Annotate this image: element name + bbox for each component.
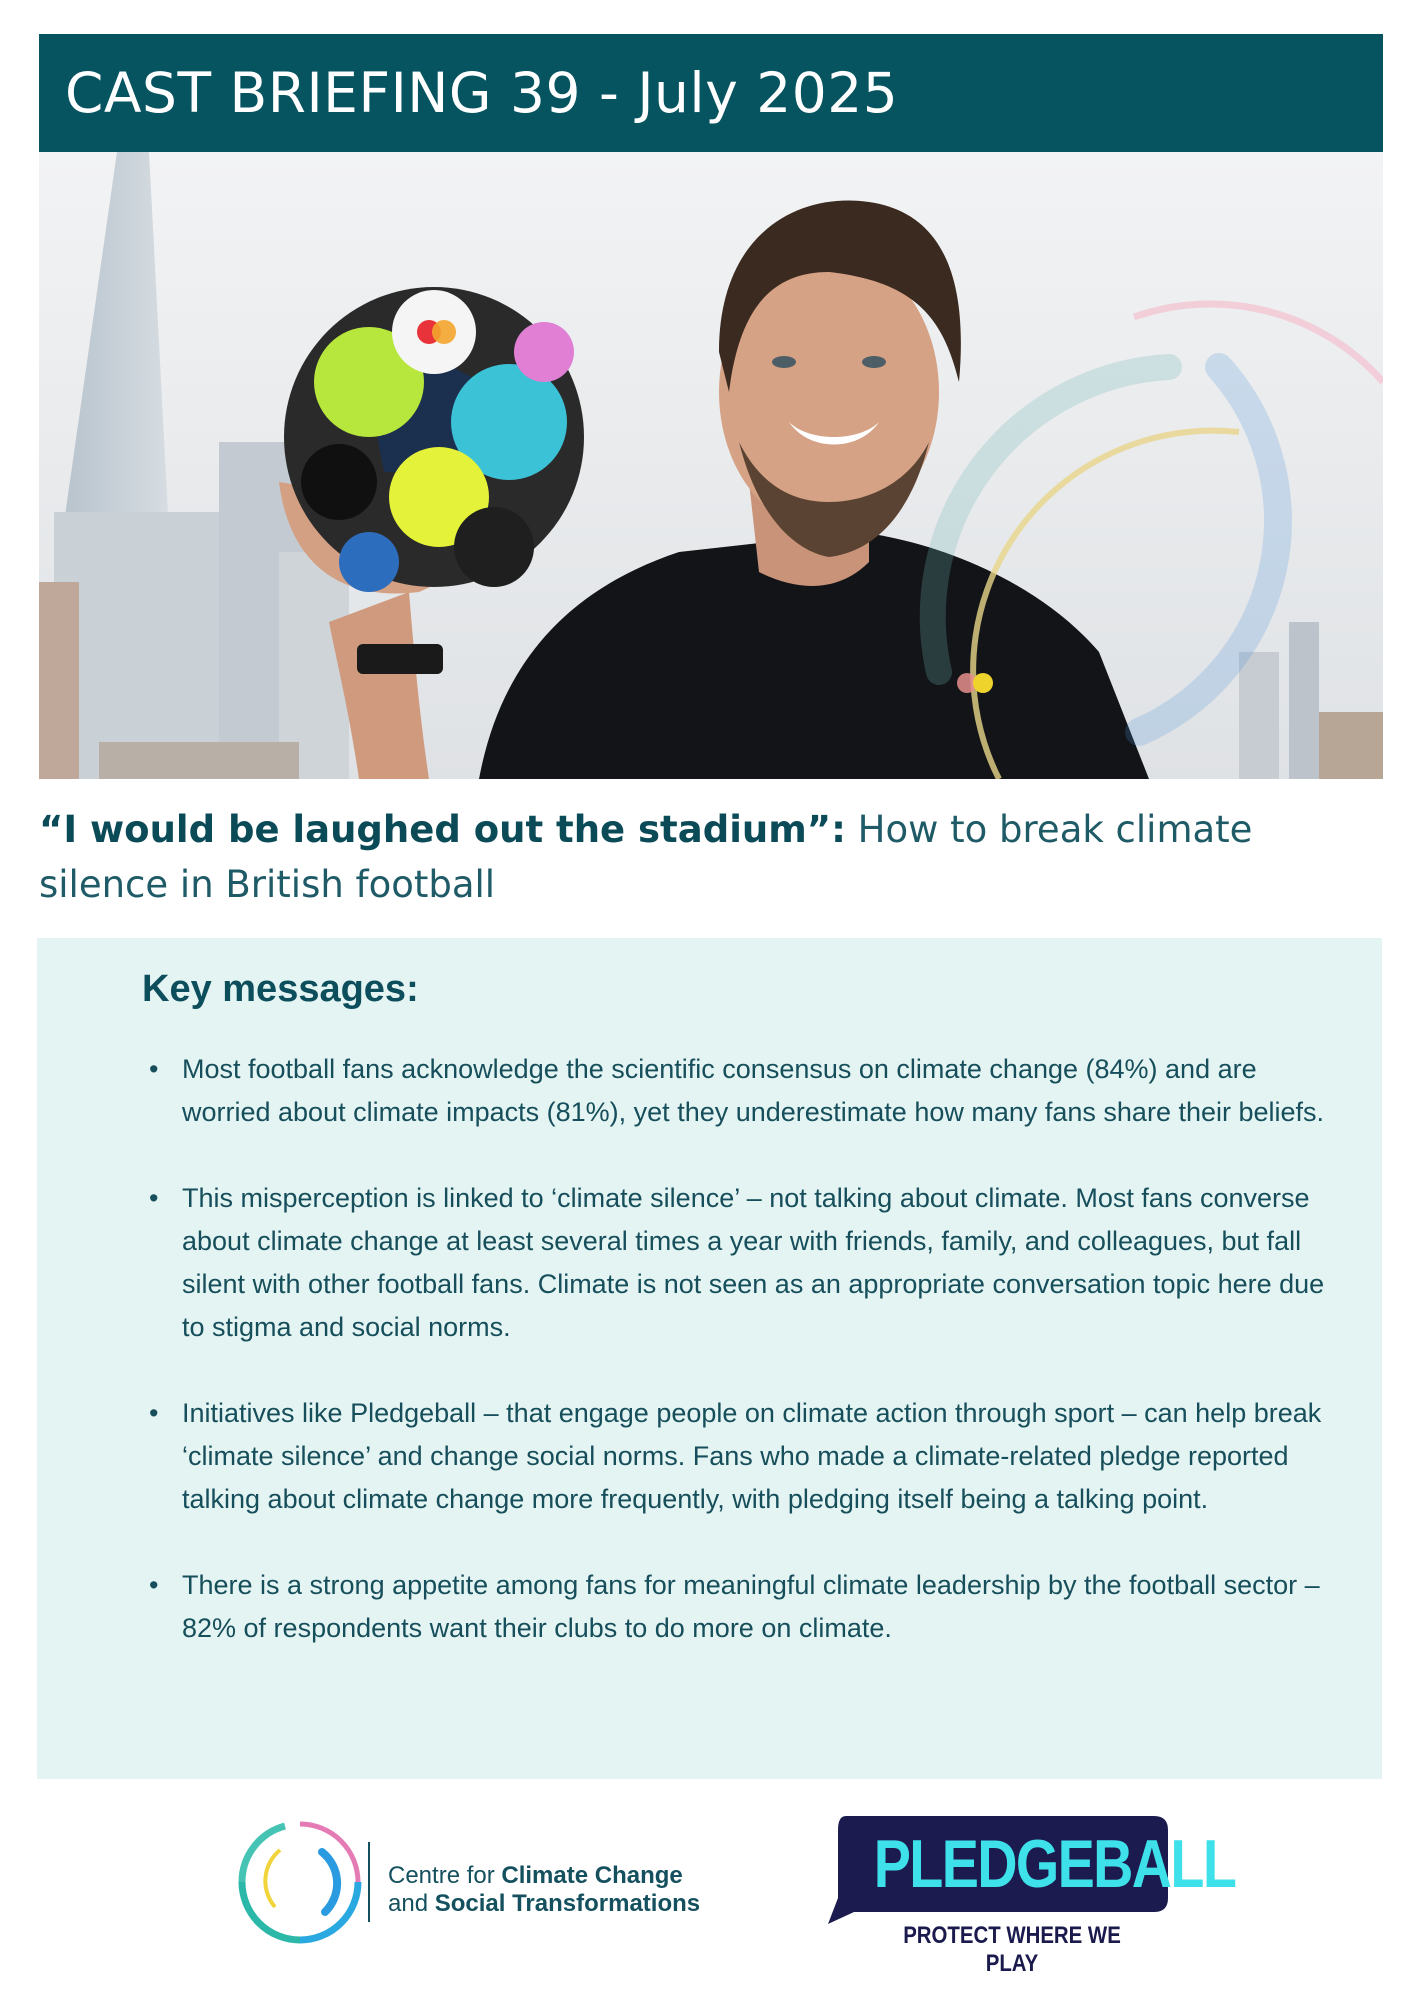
bullet-icon: • <box>149 1054 159 1084</box>
ccst-line2-prefix: and <box>388 1890 435 1917</box>
pledgeball-logo <box>824 1814 1236 1977</box>
ccst-circle-icon <box>230 1812 370 1952</box>
ccst-logo <box>230 1812 730 1952</box>
key-messages-list <box>112 1048 1352 1693</box>
key-message-item <box>112 1392 1352 1521</box>
pledgeball-wordmark: PLEDGEBALL <box>873 1826 1236 1902</box>
hero-illustration <box>39 152 1383 779</box>
headline <box>39 802 1389 912</box>
key-message-item <box>112 1564 1352 1650</box>
bullet-icon: • <box>149 1570 159 1600</box>
key-messages-title: Key messages: <box>142 968 419 1010</box>
key-message-item <box>112 1177 1352 1349</box>
headline-quote: “I would be laughed out the stadium”: <box>39 808 846 851</box>
pledgeball-tagline: PROTECT WHERE WE PLAY <box>903 1922 1121 1977</box>
key-message-text: Initiatives like Pledgeball – that engage people on climate action through sport – can help break ‘climate silence’ and change social norms. Fans who made a climate-related pledge reported talking about climate change more frequently, with pledging itself being a talking point. <box>182 1398 1322 1514</box>
footer-logos <box>0 1779 1414 2000</box>
briefing-title: CAST BRIEFING 39 - July 2025 <box>65 61 899 125</box>
hero-photo <box>39 152 1383 779</box>
header-bar <box>39 34 1383 152</box>
ccst-line1-prefix: Centre for <box>388 1862 502 1889</box>
ccst-wordmark <box>388 1862 700 1918</box>
key-messages-panel <box>37 938 1382 1779</box>
key-message-text: There is a strong appetite among fans for meaningful climate leadership by the football sector – 82% of respondents want their clubs to do more on climate. <box>182 1570 1320 1643</box>
ccst-line1-bold: Climate Change <box>501 1862 683 1889</box>
bullet-icon: • <box>149 1183 159 1213</box>
bullet-icon: • <box>149 1398 159 1428</box>
key-message-item <box>112 1048 1352 1134</box>
headline-rest: How to break climate silence in British football <box>39 808 1253 906</box>
key-message-text: This misperception is linked to ‘climate silence’ – not talking about climate. Most fans converse about climate change at least several times a year with friends, family, and colleagues, but fall silent with other football fans. Climate is not seen as an appropriate conversation topic here due to stigma and social norms. <box>182 1183 1325 1342</box>
ccst-line2-bold: Social Transformations <box>434 1890 701 1917</box>
key-message-text: Most football fans acknowledge the scientific consensus on climate change (84%) and are worried about climate impacts (81%), yet they underestimate how many fans share their beliefs. <box>182 1054 1325 1127</box>
